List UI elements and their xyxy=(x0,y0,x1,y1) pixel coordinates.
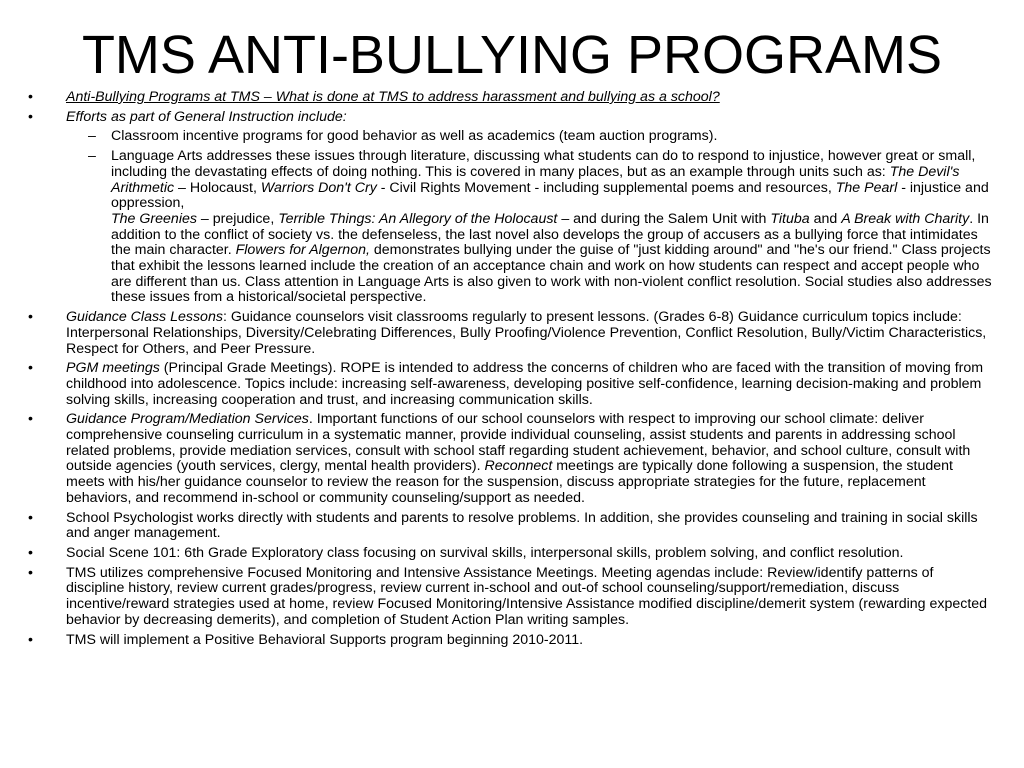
item-text: Anti-Bullying Programs at TMS – What is done at TMS to address harassment and bullying as a school? xyxy=(66,89,720,105)
dash-marker: – xyxy=(88,128,96,145)
book-title: Warriors Don't Cry xyxy=(260,179,377,196)
item-text: – Holocaust, xyxy=(174,179,261,196)
bullet-marker: • xyxy=(28,411,33,428)
list-item xyxy=(0,546,1000,562)
item-text: Classroom incentive programs for good behavior as well as academics (team auction programs). xyxy=(111,128,718,145)
list-item xyxy=(0,511,1000,542)
book-title: Tituba xyxy=(770,210,810,227)
item-text: . In addition to the conflict of society vs. the defenseless, the last novel also develops the group of accusers as a bullying force that intimidates the main character. xyxy=(111,210,989,259)
bullet-marker: • xyxy=(28,544,33,561)
sub-list-item xyxy=(0,129,1000,145)
book-title: The Pearl xyxy=(835,179,898,196)
item-text: : Guidance counselors visit classrooms regularly to present lessons. (Grades 6-8) Guidance curriculum topics include: Interpersonal Relationships, Diversity/Celebrating Differences, Bully Proofing/Violence Prevention, Conflict Resolution, Bully/Victim Characteristics, Respect for Others, and Peer Pressure. xyxy=(66,309,987,357)
list-item xyxy=(0,310,1000,357)
item-text: - Civil Rights Movement - including supplemental poems and resources, xyxy=(376,179,836,196)
item-text: Social Scene 101: 6th Grade Exploratory class focusing on survival skills, interpersonal skills, problem solving, and conflict resolution. xyxy=(66,544,904,561)
dash-marker: – xyxy=(88,148,96,165)
item-text: (Principal Grade Meetings). ROPE is intended to address the concerns of children who are faced with the transition of moving from childhood into adolescence. Topics include: increasing self-awareness, developing positive self-confidence, learning decision-making and problem solving skills, increasing cooperation and trust, and increasing communication skills. xyxy=(66,360,984,408)
bullet-marker: • xyxy=(28,108,33,125)
list-item xyxy=(0,412,1000,506)
item-lead: Guidance Class Lessons xyxy=(66,309,223,326)
item-text: and xyxy=(809,210,842,227)
book-title: The Devil's Arithmetic xyxy=(111,163,960,196)
item-text: – prejudice, xyxy=(196,210,279,227)
bullet-marker: • xyxy=(28,309,33,326)
list-item xyxy=(0,90,1000,106)
list-item xyxy=(0,110,1000,126)
list-item xyxy=(0,633,1000,649)
sub-list-item xyxy=(0,149,1000,306)
book-title: Flowers for Algernon, xyxy=(235,242,370,259)
item-text: meetings are typically done following a suspension, the student meets with his/her guidance counselor to review the reason for the suspension, discuss appropriate strategies for the future, replacement behaviors, and recommend in-school or community counseling/support as needed. xyxy=(66,458,953,506)
bullet-marker: • xyxy=(28,564,33,581)
item-text: - injustice and oppression, xyxy=(111,179,989,212)
bullet-marker: • xyxy=(28,360,33,377)
item-text: – and during the Salem Unit with xyxy=(557,210,771,227)
item-text: TMS will implement a Positive Behavioral Supports program beginning 2010-2011. xyxy=(66,631,584,648)
item-lead: PGM meetings xyxy=(66,360,160,377)
slide-title: TMS ANTI-BULLYING PROGRAMS xyxy=(81,25,943,85)
list-item xyxy=(0,566,1000,629)
item-text: demonstrates bullying under the guise of "just kidding around" and "he's our friend." Class projects that exhibit the lessons learned include the creation of an acceptance chain and work on how students can respect and accept people who are different than us. Class attention in Language Arts is also given to work with non-violent conflict resolution. Social studies also addresses these issues from a historical/societal perspective. xyxy=(111,242,992,306)
item-text: Efforts as part of General Instruction include: xyxy=(66,108,347,125)
bullet-list xyxy=(0,90,1000,652)
item-text: Language Arts addresses these issues through literature, discussing what students can do to respond to injustice, however great or small, including the devastating effects of doing nothing. This is covered in many places, but as an example through units such as: xyxy=(111,148,976,180)
book-title: Terrible Things: An Allegory of the Holocaust xyxy=(278,210,558,227)
list-item xyxy=(0,361,1000,408)
item-text: TMS utilizes comprehensive Focused Monitoring and Intensive Assistance Meetings. Meeting agendas include: Review/identify patterns of discipline history, review current grades/progress, review current in-school and out-of school counseling/support/remediation, discuss incentive/reward strategies used at home, review Focused Monitoring/Intensive Assistance modified discipline/demerit system (rewarding expected behavior by decreasing demerits), and completion of Student Action Plan writing samples. xyxy=(66,564,988,628)
book-title: A Break with Charity xyxy=(841,210,970,227)
bullet-marker: • xyxy=(28,89,33,105)
item-lead: Reconnect xyxy=(484,458,553,475)
item-lead: Guidance Program/Mediation Services xyxy=(66,411,309,428)
book-title: The Greenies xyxy=(111,210,197,227)
bullet-marker: • xyxy=(28,631,33,648)
bullet-marker: • xyxy=(28,509,33,526)
item-text: . Important functions of our school counselors with respect to improving our school climate: deliver comprehensive counseling curriculum in a systematic manner, provide individual counseling, assist students and parents in addressing school related problems, provide mediation services, consult with school staff regarding student achievement, behavior, and school culture, consult with outside agencies (youth services, clergy, mental health providers). xyxy=(66,411,971,475)
item-text: School Psychologist works directly with students and parents to resolve problems. In addition, she provides counseling and training in social skills and anger management. xyxy=(66,509,978,542)
